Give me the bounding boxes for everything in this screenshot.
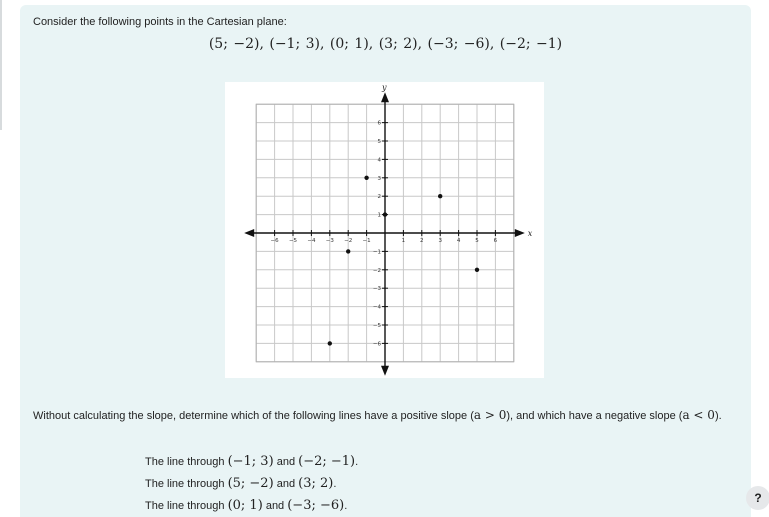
question-card (20, 5, 751, 517)
x-axis-arrow-right (515, 229, 525, 237)
y-tick-label: −6 (372, 341, 381, 348)
data-point (438, 194, 442, 198)
question-text-before: Without calculating the slope, determine which of the following lines have a positive slope ( (33, 410, 474, 422)
x-axis-arrow-left (244, 229, 254, 237)
line-point-b: (3; 2) (298, 476, 334, 491)
x-tick-label: −6 (270, 238, 279, 244)
line-point-b: (−2; −1) (298, 454, 356, 469)
y-tick-label: 1 (377, 212, 381, 219)
line-prefix: The line through (145, 500, 228, 512)
y-axis-arrow-down (381, 366, 389, 376)
line-suffix: . (344, 500, 348, 512)
line-point-a: (0; 1) (227, 498, 263, 513)
y-tick-label: −1 (372, 249, 381, 256)
lines-list (145, 451, 358, 517)
intro-text: Consider the following points in the Cartesian plane: (33, 16, 287, 28)
line-suffix: . (333, 478, 337, 490)
y-tick-label: −4 (372, 304, 381, 311)
line-joiner: and (273, 456, 299, 468)
x-tick-label: −5 (288, 238, 298, 244)
question-text (33, 408, 722, 422)
x-tick-label: 6 (493, 238, 498, 244)
x-tick-label: 1 (401, 238, 406, 244)
left-edge-rule (0, 0, 2, 130)
data-point (346, 249, 350, 253)
line-prefix: The line through (145, 456, 228, 468)
x-tick-label: −4 (307, 238, 316, 244)
line-point-a: (5; −2) (227, 476, 274, 491)
x-tick-label: −3 (325, 238, 334, 244)
y-axis-label: y (382, 83, 387, 93)
x-tick-label: 2 (420, 238, 424, 244)
line-item-3 (145, 495, 358, 517)
x-tick-label: −2 (344, 238, 353, 244)
line-point-b: (−3; −6) (287, 498, 345, 513)
line-joiner: and (262, 500, 288, 512)
question-text-middle: ), and which have a negative slope ( (506, 410, 683, 422)
line-suffix: . (355, 456, 359, 468)
x-tick-label: 3 (438, 238, 442, 244)
line-item-1 (145, 451, 358, 473)
line-point-a: (−1; 3) (227, 454, 274, 469)
data-point (475, 268, 479, 272)
line-item-2 (145, 473, 358, 495)
positive-slope-math: a > 0 (473, 408, 507, 422)
y-tick-label: 5 (377, 139, 381, 145)
points-list: (5; −2), (−1; 3), (0; 1), (3; 2), (−3; −6), (−2; −1) (208, 36, 563, 52)
y-tick-label: −2 (372, 267, 381, 274)
x-tick-label: 5 (475, 238, 479, 244)
cartesian-graph-panel (225, 82, 544, 378)
cartesian-plane (225, 82, 544, 378)
y-tick-label: 3 (377, 175, 381, 182)
data-point (328, 341, 332, 345)
line-joiner: and (273, 478, 299, 490)
y-axis-arrow-up (381, 92, 389, 102)
data-point (383, 212, 387, 216)
help-button[interactable]: ? (746, 486, 769, 510)
y-tick-label: −5 (372, 323, 381, 329)
data-point (364, 176, 368, 180)
y-tick-label: 6 (377, 120, 381, 127)
question-text-after: ). (714, 410, 722, 422)
x-tick-label: −1 (362, 238, 371, 244)
y-tick-label: −3 (372, 286, 381, 293)
x-tick-label: 4 (456, 238, 461, 244)
y-tick-label: 4 (377, 157, 381, 164)
y-tick-label: 2 (377, 194, 381, 201)
x-axis-label: x (527, 229, 533, 238)
line-prefix: The line through (145, 478, 228, 490)
negative-slope-math: a < 0 (682, 408, 715, 422)
